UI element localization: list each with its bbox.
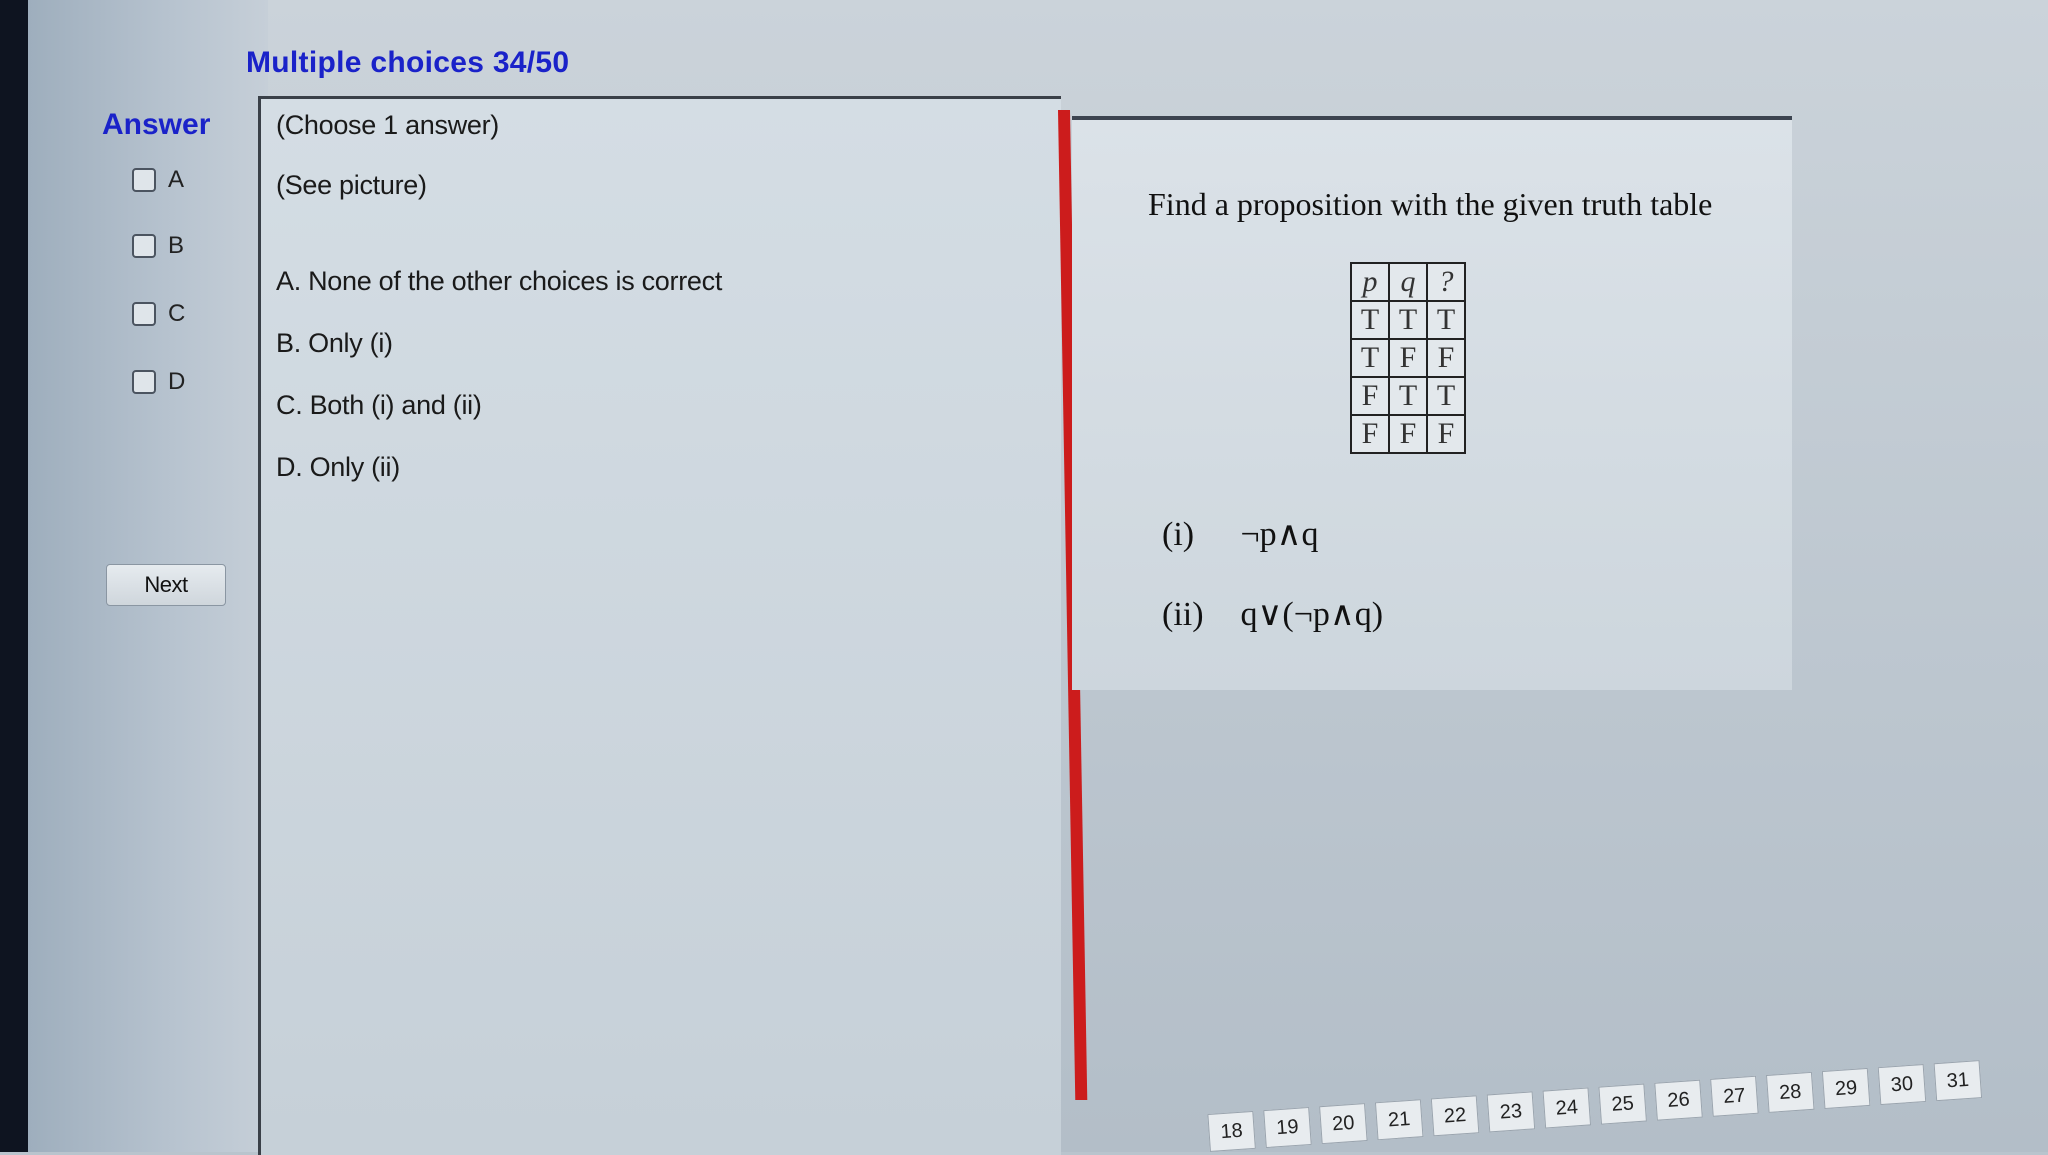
answer-option-c[interactable] [132, 300, 185, 328]
choice-a-text: A. None of the other choices is correct [276, 266, 723, 296]
question-instruction: (Choose 1 answer) [276, 110, 500, 140]
truth-table-cell: T [1389, 301, 1427, 339]
question-prompt: (See picture) [276, 170, 427, 200]
truth-table-cell: T [1389, 377, 1427, 415]
picture-heading: Find a proposition with the given truth table [1148, 186, 1713, 222]
truth-table-cell: F [1427, 415, 1465, 453]
truth-table-cell: F [1351, 415, 1389, 453]
page-button[interactable]: 20 [1319, 1103, 1368, 1144]
proposition-ii-expression: q∨(¬p∧q) [1240, 596, 1384, 633]
choice-d-text: D. Only (ii) [276, 452, 400, 482]
truth-table-cell: F [1389, 415, 1427, 453]
page-button[interactable]: 29 [1822, 1068, 1871, 1109]
truth-table-header: ? [1427, 263, 1465, 301]
truth-table [1350, 262, 1466, 454]
truth-table-cell: T [1351, 301, 1389, 339]
truth-table-cell: T [1427, 377, 1465, 415]
checkbox-c[interactable] [132, 302, 156, 326]
answer-option-c-label: C [168, 300, 186, 327]
answer-option-b-label: B [168, 232, 185, 259]
page-button[interactable]: 22 [1431, 1095, 1480, 1136]
proposition-ii-number: (ii) [1162, 596, 1204, 633]
page-button[interactable]: 18 [1207, 1111, 1256, 1152]
answer-option-d[interactable] [132, 368, 185, 396]
checkbox-d[interactable] [132, 370, 156, 394]
truth-table-row [1351, 301, 1465, 339]
answer-label: Answer [102, 108, 211, 141]
page-title: Multiple choices 34/50 [246, 46, 570, 79]
truth-table-row [1351, 339, 1465, 377]
answer-option-a-label: A [168, 166, 185, 193]
proposition-i [1162, 514, 1319, 554]
truth-table-cell: F [1389, 339, 1427, 377]
page-button[interactable]: 24 [1543, 1087, 1592, 1128]
truth-table-cell: T [1351, 339, 1389, 377]
page-button[interactable]: 23 [1487, 1091, 1536, 1132]
truth-table-header-row [1351, 263, 1465, 301]
page-button[interactable]: 28 [1766, 1072, 1815, 1113]
answer-option-a[interactable] [132, 166, 184, 194]
question-panel [258, 96, 1061, 1155]
proposition-ii [1162, 594, 1383, 634]
truth-table-cell: F [1351, 377, 1389, 415]
checkbox-b[interactable] [132, 234, 156, 258]
page-button[interactable]: 21 [1375, 1099, 1424, 1140]
truth-table-header: q [1389, 263, 1427, 301]
page-button[interactable]: 25 [1598, 1084, 1647, 1125]
screen-bezel [0, 0, 28, 1152]
page-button[interactable]: 27 [1710, 1076, 1759, 1117]
next-button[interactable]: Next [106, 564, 226, 606]
answer-option-b[interactable] [132, 232, 184, 260]
truth-table-row [1351, 377, 1465, 415]
choice-c-text: C. Both (i) and (ii) [276, 390, 482, 420]
proposition-i-expression: ¬p∧q [1240, 516, 1319, 553]
page-button[interactable]: 26 [1654, 1080, 1703, 1121]
truth-table-cell: T [1427, 301, 1465, 339]
proposition-i-number: (i) [1162, 516, 1195, 553]
page-button[interactable]: 30 [1878, 1064, 1927, 1105]
truth-table-cell: F [1427, 339, 1465, 377]
answer-option-d-label: D [168, 368, 186, 395]
choice-b-text: B. Only (i) [276, 328, 393, 358]
truth-table-header: p [1351, 263, 1389, 301]
page-button[interactable]: 19 [1263, 1107, 1312, 1148]
page-button[interactable]: 31 [1934, 1060, 1983, 1101]
checkbox-a[interactable] [132, 168, 156, 192]
truth-table-row [1351, 415, 1465, 453]
